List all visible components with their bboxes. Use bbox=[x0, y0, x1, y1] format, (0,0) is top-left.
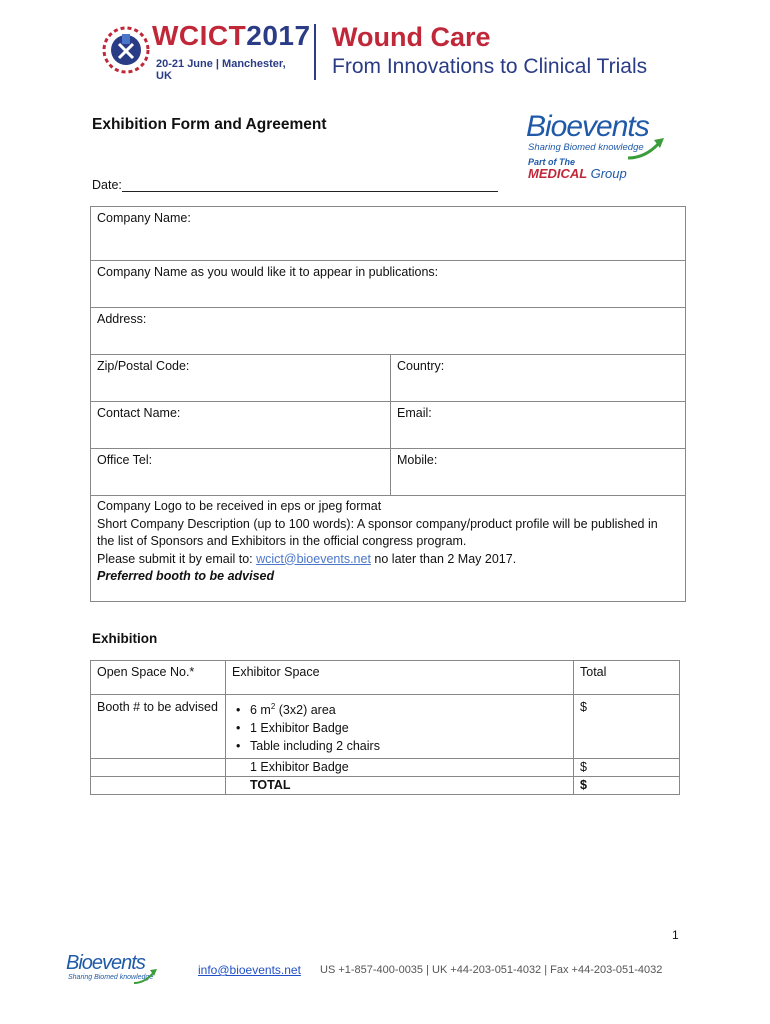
submission-notes bbox=[91, 496, 686, 602]
package-item-table: • Table including 2 chairs bbox=[250, 737, 567, 755]
bioevents-tagline: Sharing Biomed knowledge bbox=[528, 142, 644, 153]
office-tel-label: Office Tel: bbox=[97, 453, 153, 467]
logo-note: Company Logo to be received in eps or jpeg format bbox=[97, 499, 382, 513]
medical-group-label: MEDICAL Group bbox=[528, 166, 627, 181]
footer-swoosh-icon bbox=[132, 968, 158, 986]
mobile-label: Mobile: bbox=[397, 453, 438, 467]
grand-total[interactable]: $ bbox=[574, 777, 680, 795]
exhibition-heading: Exhibition bbox=[92, 631, 158, 646]
date-label: Date: bbox=[92, 178, 122, 192]
header-divider bbox=[314, 24, 316, 80]
total-label: TOTAL bbox=[226, 777, 574, 795]
package-items bbox=[226, 695, 574, 759]
zip-label: Zip/Postal Code: bbox=[97, 359, 190, 373]
footer-bioevents-logo bbox=[66, 952, 166, 992]
exhibition-table bbox=[90, 660, 680, 795]
booth-note: Preferred booth to be advised bbox=[97, 569, 275, 583]
conference-title: Wound Care bbox=[332, 22, 491, 52]
booth-cell: Booth # to be advised bbox=[91, 695, 226, 759]
footer-email-link[interactable]: info@bioevents.net bbox=[198, 963, 301, 977]
extra-booth-cell bbox=[91, 759, 226, 777]
event-dates: 20-21 June | Manchester, UK bbox=[156, 58, 286, 82]
company-info-table bbox=[90, 206, 686, 602]
program-note: the list of Sponsors and Exhibitors in the official congress program. bbox=[97, 534, 467, 548]
country-field[interactable] bbox=[391, 355, 686, 402]
total-empty-cell bbox=[91, 777, 226, 795]
address-label: Address: bbox=[97, 312, 147, 326]
extra-badge-total[interactable]: $ bbox=[574, 759, 680, 777]
contact-name-label: Contact Name: bbox=[97, 406, 181, 420]
package-item-badge: • 1 Exhibitor Badge bbox=[250, 719, 567, 737]
publication-name-field[interactable] bbox=[91, 261, 686, 308]
swoosh-arrow-icon bbox=[626, 136, 666, 162]
description-note: Short Company Description (up to 100 words): A sponsor company/product profile will be published in bbox=[97, 516, 658, 531]
wcict-emblem-icon bbox=[100, 22, 152, 78]
contact-name-field[interactable] bbox=[91, 402, 391, 449]
form-title: Exhibition Form and Agreement bbox=[92, 116, 327, 133]
footer-tagline: Sharing Biomed knowledge bbox=[68, 974, 154, 981]
bioevents-wordmark: Bioevents bbox=[526, 110, 649, 143]
submission-email-link[interactable]: wcict@bioevents.net bbox=[256, 551, 371, 566]
wcict-title: WCICT2017 bbox=[152, 20, 311, 51]
page-number: 1 bbox=[672, 928, 679, 942]
exhibitor-space-header: Exhibitor Space bbox=[226, 661, 574, 695]
company-name-label: Company Name: bbox=[97, 211, 191, 225]
footer-wordmark: Bioevents bbox=[66, 952, 145, 974]
email-field[interactable] bbox=[391, 402, 686, 449]
conference-subtitle: From Innovations to Clinical Trials bbox=[332, 55, 648, 78]
wcict-logo bbox=[100, 18, 311, 82]
email-label: Email: bbox=[397, 406, 432, 420]
extra-badge-label: 1 Exhibitor Badge bbox=[226, 759, 574, 777]
publication-name-label: Company Name as you would like it to appear in publications: bbox=[97, 265, 439, 279]
office-tel-field[interactable] bbox=[91, 449, 391, 496]
total-header: Total bbox=[574, 661, 680, 695]
part-of-label: Part of The bbox=[528, 157, 576, 167]
company-name-field[interactable] bbox=[91, 207, 686, 261]
submit-note: Please submit it by email to: wcict@bioevents.net no later than 2 May 2017. bbox=[97, 551, 517, 566]
package-total[interactable]: $ bbox=[574, 695, 680, 759]
open-space-header: Open Space No.* bbox=[91, 661, 226, 695]
zip-field[interactable] bbox=[91, 355, 391, 402]
footer-contact: US +1-857-400-0035 | UK +44-203-051-4032 | Fax +44-203-051-4032 bbox=[320, 964, 663, 976]
package-item-area: • 6 $m^2$ (3x2) area bbox=[250, 698, 567, 719]
date-field[interactable] bbox=[122, 191, 498, 192]
address-field[interactable] bbox=[91, 308, 686, 355]
country-label: Country: bbox=[397, 359, 445, 373]
mobile-field[interactable] bbox=[391, 449, 686, 496]
bioevents-logo bbox=[526, 110, 676, 186]
